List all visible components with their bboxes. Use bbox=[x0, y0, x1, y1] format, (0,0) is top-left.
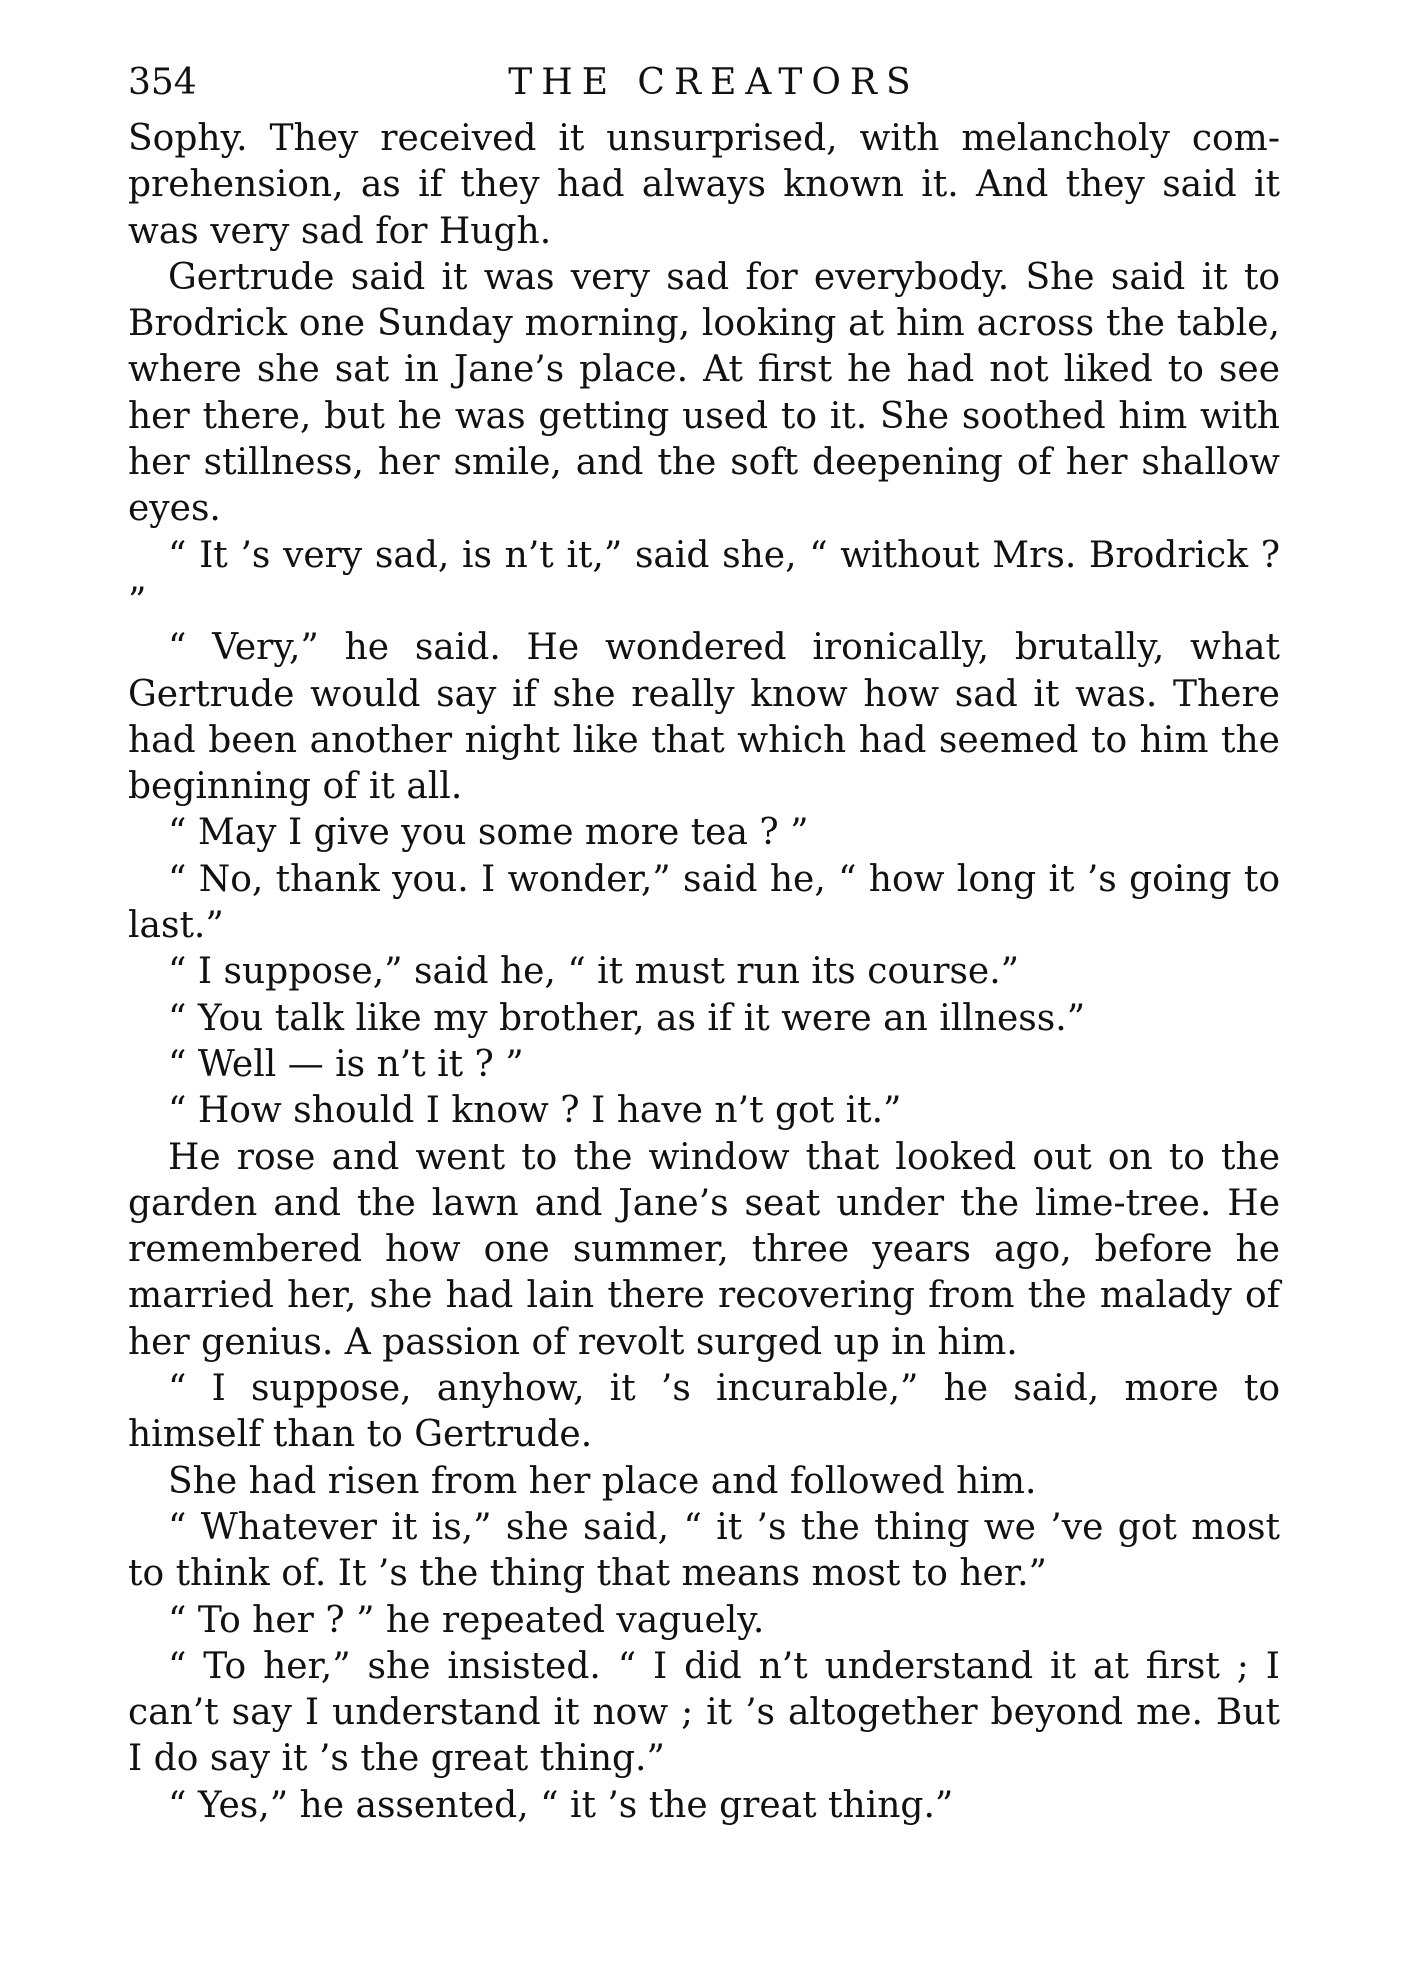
paragraph-14: “ Whatever it is,” she said, “ it ’s the thing we ’ve got most to think of. It ’s the thing that means most to her.” bbox=[128, 1506, 1280, 1595]
paragraph-13: She had risen from her place and followed him. bbox=[168, 1460, 1037, 1502]
paragraph-3: “ It ’s very sad, is n’t it,” said she, “ without Mrs. Brodrick ? ” bbox=[128, 534, 1280, 622]
paragraph-4: “ Very,” he said. He wondered ironically, brutally, what Gertrude would say if she really know how sad it was. There had been another night like that which had seemed to him the beginning of it all. bbox=[128, 627, 1280, 808]
paragraph-8: “ You talk like my brother, as if it were an illness.” bbox=[168, 997, 1086, 1039]
paragraph-15: “ To her ? ” he repeated vaguely. bbox=[168, 1599, 765, 1641]
paragraph-2: Gertrude said it was very sad for everybody. She said it to Brodrick one Sunday morning, looking at him across the table, where she sat in Jane’s place. At first he had not liked to see her there, but he was getting used to it. She soothed him with her stillness, her smile, and the soft deepening of her shallow eyes. bbox=[128, 256, 1280, 530]
running-head bbox=[128, 60, 1280, 106]
paragraph-17: “ Yes,” he assented, “ it ’s the great thing.” bbox=[168, 1784, 954, 1826]
paragraph-5: “ May I give you some more tea ? ” bbox=[168, 812, 809, 854]
running-title: THE CREATORS bbox=[508, 62, 920, 103]
book-page bbox=[128, 60, 1280, 1829]
page-number: 354 bbox=[128, 62, 197, 103]
paragraph-12: “ I suppose, anyhow, it ’s incurable,” he said, more to himself than to Gertrude. bbox=[128, 1368, 1280, 1456]
paragraph-10: “ How should I know ? I have n’t got it.” bbox=[168, 1090, 902, 1132]
paragraph-6: “ No, thank you. I wonder,” said he, “ how long it ’s going to last.” bbox=[128, 858, 1280, 947]
paragraph-1: Sophy. They received it unsurprised, with melancholy comprehension, as if they had always known it. And they said it was very sad for Hugh. bbox=[128, 118, 1280, 252]
paragraph-9: “ Well — is n’t it ? ” bbox=[168, 1043, 524, 1085]
text-body bbox=[128, 116, 1280, 1829]
paragraph-16: “ To her,” she insisted. “ I did n’t understand it at first ; I can’t say I understand it now ; it ’s altogether beyond me. But I do say it ’s the great thing.” bbox=[128, 1645, 1280, 1780]
paragraph-7: “ I suppose,” said he, “ it must run its course.” bbox=[168, 951, 1020, 993]
paragraph-11: He rose and went to the window that looked out on to the garden and the lawn and Jane’s seat under the lime-tree. He remembered how one summer, three years ago, before he married her, she had lain there recovering from the malady of her genius. A passion of revolt surged up in him. bbox=[128, 1136, 1280, 1363]
